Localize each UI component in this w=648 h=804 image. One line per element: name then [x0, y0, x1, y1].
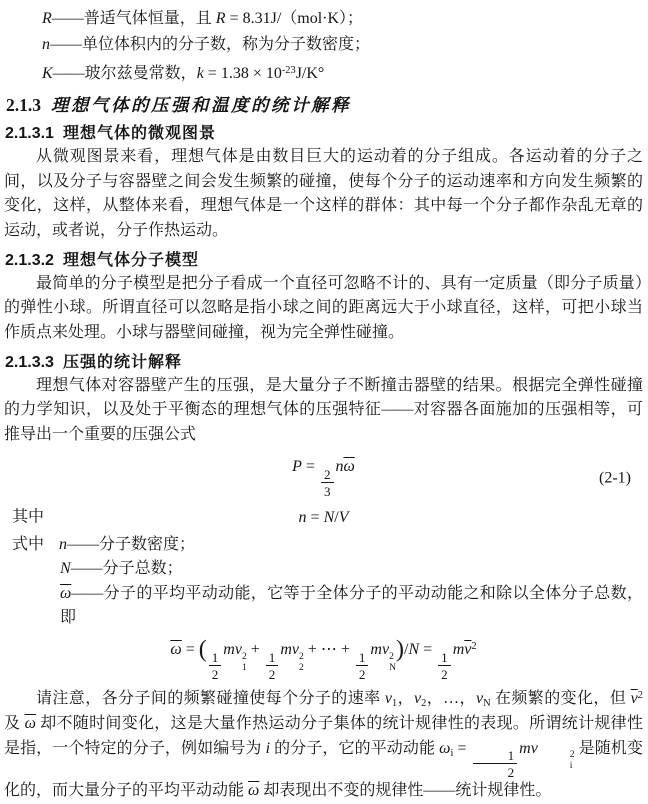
subsection-number: 2.1.3.2	[5, 251, 54, 269]
definition-gas-constant: R——普适气体恒量，且 R = 8.31J/（mol·K）；	[42, 10, 364, 27]
where-line-omega: $\overline{\omega}——$分子的平均平动动能，它等于全体分子的平动动能之和除以全体分子总数，即	[60, 584, 643, 627]
definition-number-density: n——单位体积内的分子数，称为分子数密度；	[42, 36, 371, 53]
subsection-number: 2.1.3.1	[5, 125, 54, 143]
subsection-heading-2-1-3-1	[5, 120, 643, 143]
paragraph-microscopic-picture: 从微观图景来看，理想气体是由数目巨大的运动着的分子组成。各运动着的分子之间，以及分子与容器壁之间会发生频繁的碰撞，使每个分子的运动速率和方向发生频繁的变化，这样，从整体来看，理想气体是一个这样的群体：其中每一个分子都作杂乱无章的运动，或者说，分子作热运动。	[4, 148, 643, 240]
where-line-n	[4, 533, 643, 557]
subsection-title: 理想气体的微观图景	[62, 125, 216, 143]
paragraph-molecule-model: 最简单的分子模型是把分子看成一个直径可忽略不计的、具有一定质量（即分子质量）的弹性小球。所谓直径可以忽略是指小球之间的距离远大于小球直径，这样，可把小球当作质点来处理。小球与器壁间碰撞，视为完全弹性碰撞。	[4, 274, 643, 341]
density-formula: n = N/V	[298, 508, 349, 526]
avg-ke-formula: $\overline{\omega}$ = ( $\frac{1}{2}$ mv 2 1 + $\frac{1}{2}$ mv 2 2 + ⋯ + $\frac{1}{2}$ mv 2 N )/N = $\frac{1}{2}$ $m\overline{v}^2$	[170, 636, 477, 682]
subsection-title: 理想气体分子模型	[62, 251, 199, 269]
formula-label-qizhong: 其中	[12, 508, 45, 526]
section-title: 理想气体的压强和温度的统计解释	[51, 95, 351, 116]
where-n-text: n——分子数密度；	[59, 536, 196, 554]
paragraph-statistical-regularity: 请注意，各分子间的频繁碰撞使每个分子的速率 $v_1$，$v_2$，…，$v_N$ 在频繁的变化，但 $\overline{v}^2$ 及 $\overline{\omega}$ 却不随时间变化，这是大量作热运动分子集体的统计规律性的表现。所谓统计规律性是指，一个特定的分子，例如编号为 i 的分子，它的平动动能 $\omega_i$ = $\frac{1}{2}$ mv 2 i 是随机变化的，而大量分子的平均平动动能 $\overline{\omega}$ 却表现出不变的规律性——统计规律性。	[4, 689, 643, 799]
symbol-explanations	[4, 533, 643, 630]
formula-number-density	[4, 508, 643, 527]
constant-definitions	[42, 6, 643, 87]
where-label: 式中	[12, 536, 45, 554]
pressure-formula: P = $\frac{2}{3}$ $n\overline{\omega}$	[292, 458, 355, 499]
where-line-N: N——分子总数；	[60, 560, 183, 578]
definition-boltzmann-constant: K——玻尔兹曼常数，$k = 1.38 \times 10^{-23}J/K^\circ$	[42, 65, 325, 83]
subsection-heading-2-1-3-3	[5, 349, 643, 372]
section-number: 2.1.3	[6, 95, 41, 116]
section-heading-2-1-3	[6, 92, 643, 117]
subsection-number: 2.1.3.3	[5, 353, 54, 371]
subsection-heading-2-1-3-2	[5, 247, 643, 270]
formula-pressure-equation	[4, 457, 643, 497]
equation-number: (2-1)	[599, 469, 631, 487]
subsection-title: 压强的统计解释	[62, 353, 182, 371]
paragraph-pressure-interpretation: 理想气体对容器壁产生的压强，是大量分子不断撞击器壁的结果。根据完全弹性碰撞的力学知识，以及处于平衡态的理想气体的压强特征——对容器各面施加的压强相等，可推导出一个重要的压强公式	[4, 376, 643, 443]
formula-average-kinetic-energy	[4, 636, 643, 682]
